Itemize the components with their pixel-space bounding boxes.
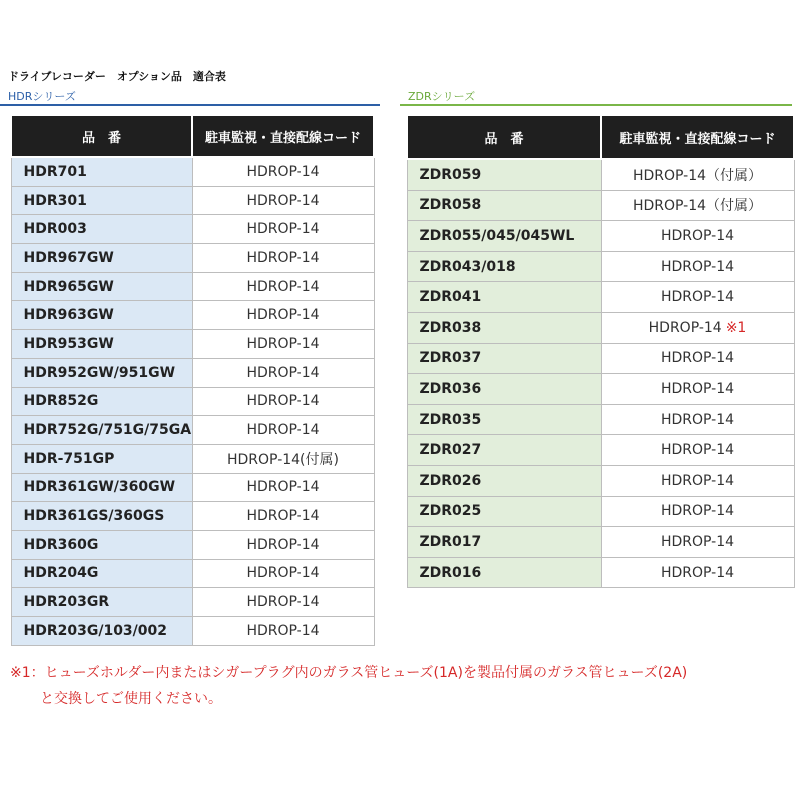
model-cell: ZDR016 [407,557,601,588]
zdr-series-title: ZDRシリーズ [408,90,476,103]
code-text: HDROP-14 [660,503,735,520]
code-cell [601,404,794,435]
table-row [407,221,794,252]
model-cell: HDR203G/103/002 [11,617,192,646]
code-text: HDROP-14 [660,258,735,275]
code-text: HDROP-14 [660,289,735,306]
code-text: HDROP-14(付属) [227,451,339,468]
table-row [407,527,794,558]
model-cell: ZDR043/018 [407,251,601,282]
table-row [11,588,374,617]
code-text: HDROP-14 [660,564,735,581]
table-row [407,435,794,466]
model-cell: ZDR026 [407,465,601,496]
model-cell: HDR203GR [11,588,192,617]
model-cell: HDR003 [11,215,192,244]
code-text: HDROP-14 [246,335,320,352]
code-text: HDROP-14 [246,479,320,496]
code-cell [192,272,374,301]
code-cell [192,473,374,502]
code-text: HDROP-14 [246,393,320,410]
code-text: HDROP-14 [660,380,735,397]
code-text: HDROP-14 [246,536,320,553]
column-header-model: 品 番 [407,115,601,159]
code-text: HDROP-14 [246,163,320,180]
code-text: HDROP-14 [660,442,735,459]
code-cell [192,330,374,359]
table-row [11,330,374,359]
model-cell: ZDR059 [407,159,601,190]
table-row [11,272,374,301]
code-text: HDROP-14 [246,594,320,611]
code-text: HDROP-14 [660,227,735,244]
hdr-compat-table [10,114,375,646]
code-cell [601,465,794,496]
model-cell: HDR965GW [11,272,192,301]
table-row [11,617,374,646]
code-cell [192,157,374,186]
column-header-code: 駐車監視・直接配線コード [192,115,374,157]
zdr-divider [400,104,792,106]
table-row [407,557,794,588]
table-row [11,502,374,531]
table-row [11,559,374,588]
code-cell [192,530,374,559]
model-cell: ZDR027 [407,435,601,466]
table-row [11,301,374,330]
code-text: HDROP-14 [246,364,320,381]
code-text: HDROP-14 [246,249,320,266]
table-row [11,444,374,473]
code-text: HDROP-14（付属） [632,198,763,215]
model-cell: ZDR025 [407,496,601,527]
table-row [11,530,374,559]
column-header-code: 駐車監視・直接配線コード [601,115,794,159]
code-cell [192,387,374,416]
model-cell: ZDR055/045/045WL [407,221,601,252]
model-cell: ZDR035 [407,404,601,435]
code-cell [192,215,374,244]
code-text: HDROP-14 [246,278,320,295]
code-text: HDROP-14 [660,472,735,489]
table-row [11,416,374,445]
code-cell [601,190,794,221]
model-cell: HDR361GS/360GS [11,502,192,531]
code-cell [192,588,374,617]
model-cell: HDR967GW [11,244,192,273]
code-text: HDROP-14 [246,307,320,324]
code-cell [601,251,794,282]
table-row [407,251,794,282]
table-row [407,496,794,527]
code-text: HDROP-14 [648,319,722,336]
page-title: ドライブレコーダー オプション品 適合表 [8,70,226,83]
table-row [407,312,794,343]
table-header-row [11,115,374,157]
model-cell: ZDR036 [407,374,601,405]
model-cell: HDR301 [11,186,192,215]
model-cell: ZDR038 [407,312,601,343]
model-cell: HDR701 [11,157,192,186]
code-cell [192,444,374,473]
model-cell: ZDR041 [407,282,601,313]
code-cell [601,282,794,313]
code-text: HDROP-14 [660,411,735,428]
code-cell [601,496,794,527]
table-row [11,215,374,244]
code-cell [601,557,794,588]
table-row [407,159,794,190]
column-header-model: 品 番 [11,115,192,157]
code-text: HDROP-14 [246,192,320,209]
table-row [407,190,794,221]
code-text: HDROP-14 [660,350,735,367]
code-cell [601,312,794,343]
code-cell [601,343,794,374]
code-cell [601,221,794,252]
code-cell [601,159,794,190]
code-text: HDROP-14 [660,533,735,550]
model-cell: ZDR037 [407,343,601,374]
model-cell: HDR952GW/951GW [11,358,192,387]
model-cell: HDR953GW [11,330,192,359]
hdr-series-title: HDRシリーズ [8,90,76,103]
code-text: HDROP-14 [246,221,320,238]
code-text: HDROP-14（付属） [632,167,763,184]
model-cell: HDR204G [11,559,192,588]
model-cell: ZDR017 [407,527,601,558]
code-cell [192,301,374,330]
model-cell: HDR963GW [11,301,192,330]
model-cell: HDR361GW/360GW [11,473,192,502]
table-header-row [407,115,794,159]
code-cell [192,244,374,273]
code-cell [192,186,374,215]
code-cell [192,502,374,531]
code-cell [192,617,374,646]
model-cell: HDR852G [11,387,192,416]
model-cell: HDR-751GP [11,444,192,473]
code-cell [192,559,374,588]
footnote-line-2: と交換してご使用ください。 [40,691,222,707]
model-cell: ZDR058 [407,190,601,221]
zdr-compat-table [406,114,795,588]
table-row [11,387,374,416]
table-row [407,282,794,313]
footnote-line-1: ※1：ヒューズホルダー内またはシガープラグ内のガラス管ヒューズ(1A)を製品付属のガラス管ヒューズ(2A) [10,665,688,681]
table-row [11,473,374,502]
code-cell [601,527,794,558]
hdr-divider [0,104,380,106]
note-marker: ※1 [725,319,747,336]
code-cell [601,374,794,405]
table-row [11,157,374,186]
code-cell [601,435,794,466]
code-text: HDROP-14 [246,622,320,639]
table-row [407,404,794,435]
table-row [11,358,374,387]
table-row [11,186,374,215]
code-text: HDROP-14 [246,565,320,582]
model-cell: HDR752G/751G/75GA [11,416,192,445]
model-cell: HDR360G [11,530,192,559]
table-row [11,244,374,273]
table-row [407,465,794,496]
code-cell [192,416,374,445]
table-row [407,374,794,405]
code-text: HDROP-14 [246,422,320,439]
table-row [407,343,794,374]
code-cell [192,358,374,387]
code-text: HDROP-14 [246,508,320,525]
